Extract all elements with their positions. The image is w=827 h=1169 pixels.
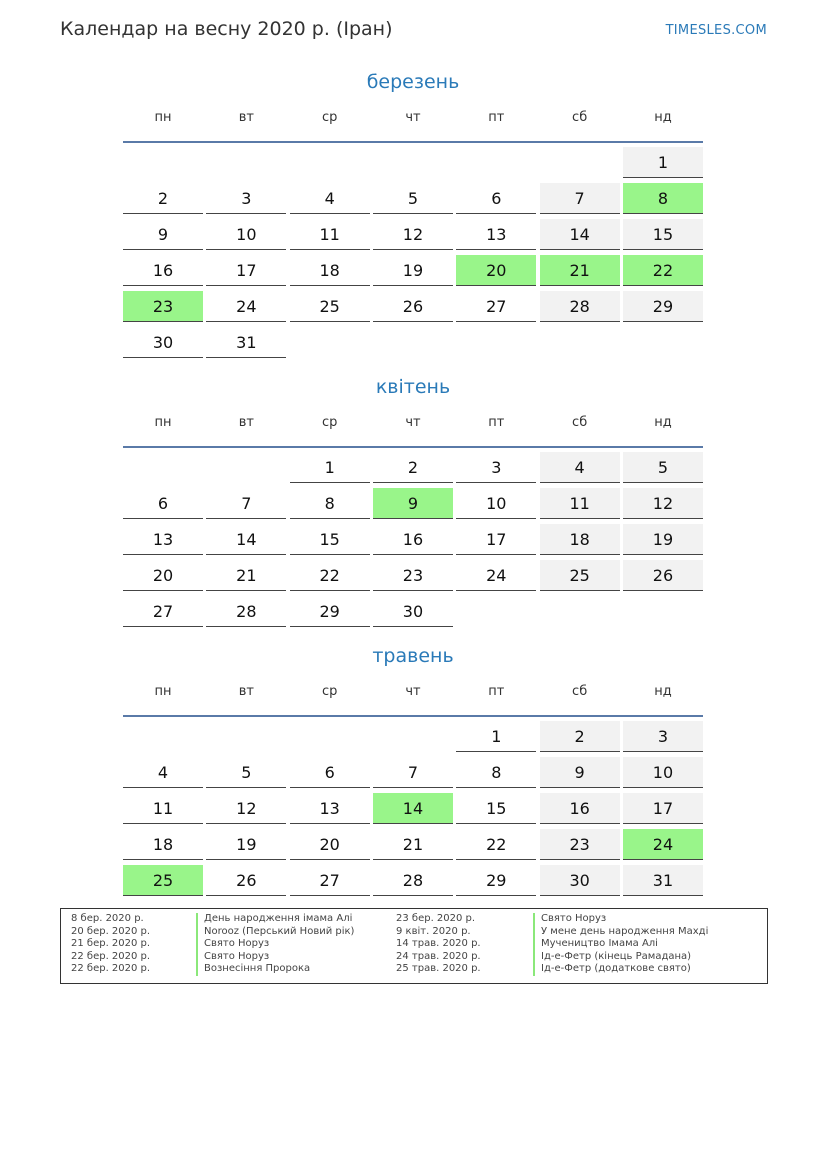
legend-entry: День народження імама Алі: [204, 913, 353, 924]
month-title: березень: [366, 71, 460, 93]
day-cell: 30: [123, 327, 203, 358]
legend-entry: 20 бер. 2020 р.: [71, 925, 151, 937]
day-cell: 14: [540, 219, 620, 250]
day-cell: 2: [123, 183, 203, 214]
weekday-label: пн: [154, 415, 172, 430]
weekday-label: пн: [154, 684, 172, 699]
empty-cell: [290, 721, 370, 752]
day-cell: 3: [206, 183, 286, 214]
day-cell: 1: [290, 452, 370, 483]
day-cell: 16: [540, 793, 620, 824]
month-april: [123, 372, 703, 632]
weekday-label: пт: [488, 415, 505, 430]
day-cell: 4: [540, 452, 620, 483]
holiday-day-cell: 20: [456, 255, 536, 286]
day-cell: 24: [456, 560, 536, 591]
page-title: Календар на весну 2020 р. (Іран): [60, 18, 393, 40]
day-cell: 12: [206, 793, 286, 824]
day-cell: 22: [290, 560, 370, 591]
empty-cell: [206, 452, 286, 483]
holiday-day-cell: 8: [623, 183, 703, 214]
month-title: травень: [372, 645, 454, 667]
legend-entry: Norooz (Перський Новий рік): [204, 925, 355, 937]
day-cell: 27: [456, 291, 536, 322]
days-grid: [123, 452, 703, 632]
day-cell: 15: [623, 219, 703, 250]
holiday-day-cell: 24: [623, 829, 703, 860]
weekday-header: [123, 677, 703, 717]
day-cell: 17: [206, 255, 286, 286]
weekday-label: сб: [572, 415, 588, 430]
day-cell: 7: [540, 183, 620, 214]
day-cell: 20: [290, 829, 370, 860]
site-link[interactable]: TIMESLES.COM: [665, 23, 767, 38]
legend-marker: [533, 913, 535, 976]
day-cell: 4: [123, 757, 203, 788]
day-cell: 9: [540, 757, 620, 788]
empty-cell: [456, 147, 536, 178]
day-cell: 28: [206, 596, 286, 627]
day-cell: 2: [373, 452, 453, 483]
legend-entry: Свято Норуз: [204, 950, 270, 962]
legend-entry: Ід-е-Фетр (додаткове свято): [541, 963, 691, 975]
day-cell: 8: [456, 757, 536, 788]
legend-entry: У мене день народження Махді: [541, 925, 709, 937]
weekday-label: нд: [654, 110, 672, 125]
day-cell: 16: [123, 255, 203, 286]
legend-entry: 22 бер. 2020 р.: [71, 950, 151, 962]
day-cell: 1: [623, 147, 703, 178]
legend-names-left: [204, 913, 354, 976]
day-cell: 12: [373, 219, 453, 250]
day-cell: 28: [373, 865, 453, 896]
day-cell: 1: [456, 721, 536, 752]
day-cell: 10: [456, 488, 536, 519]
holiday-day-cell: 21: [540, 255, 620, 286]
legend-entry: Мучеництво Імама Алі: [541, 938, 658, 950]
day-cell: 5: [373, 183, 453, 214]
day-cell: 29: [456, 865, 536, 896]
month-march: [123, 67, 703, 363]
weekday-label: пт: [488, 110, 505, 125]
day-cell: 5: [206, 757, 286, 788]
holiday-legend: [60, 908, 768, 984]
day-cell: 8: [290, 488, 370, 519]
day-cell: 11: [540, 488, 620, 519]
holiday-day-cell: 23: [123, 291, 203, 322]
day-cell: 22: [456, 829, 536, 860]
day-cell: 27: [123, 596, 203, 627]
empty-cell: [373, 721, 453, 752]
day-cell: 20: [123, 560, 203, 591]
empty-cell: [123, 147, 203, 178]
weekday-label: чт: [405, 415, 421, 430]
legend-dates-left: [71, 913, 150, 976]
day-cell: 11: [123, 793, 203, 824]
weekday-label: чт: [405, 110, 421, 125]
empty-cell: [206, 147, 286, 178]
day-cell: 27: [290, 865, 370, 896]
weekday-label: пн: [154, 110, 172, 125]
day-cell: 31: [623, 865, 703, 896]
legend-names-right: [541, 913, 708, 976]
day-cell: 5: [623, 452, 703, 483]
day-cell: 19: [623, 524, 703, 555]
day-cell: 17: [456, 524, 536, 555]
weekday-header: [123, 103, 703, 143]
legend-entry: 9 квіт. 2020 р.: [396, 925, 471, 937]
days-grid: [123, 147, 703, 363]
day-cell: 6: [456, 183, 536, 214]
day-cell: 11: [290, 219, 370, 250]
empty-cell: [290, 147, 370, 178]
day-cell: 10: [623, 757, 703, 788]
legend-entry: 24 трав. 2020 р.: [396, 950, 481, 962]
legend-entry: Вознесіння Пророка: [204, 963, 311, 975]
weekday-label: ср: [321, 684, 338, 699]
legend-entry: 14 трав. 2020 р.: [396, 938, 481, 950]
day-cell: 2: [540, 721, 620, 752]
month-may: [123, 641, 703, 901]
day-cell: 13: [290, 793, 370, 824]
legend-entry: 22 бер. 2020 р.: [71, 963, 151, 975]
holiday-day-cell: 22: [623, 255, 703, 286]
day-cell: 15: [290, 524, 370, 555]
day-cell: 17: [623, 793, 703, 824]
holiday-day-cell: 14: [373, 793, 453, 824]
day-cell: 30: [540, 865, 620, 896]
weekday-label: нд: [654, 415, 672, 430]
legend-entry: Свято Норуз: [204, 938, 270, 950]
day-cell: 26: [373, 291, 453, 322]
day-cell: 24: [206, 291, 286, 322]
days-grid: [123, 721, 703, 901]
holiday-day-cell: 25: [123, 865, 203, 896]
legend-marker: [196, 913, 198, 976]
day-cell: 25: [540, 560, 620, 591]
day-cell: 23: [540, 829, 620, 860]
day-cell: 7: [206, 488, 286, 519]
day-cell: 18: [540, 524, 620, 555]
day-cell: 19: [206, 829, 286, 860]
weekday-label: сб: [572, 110, 588, 125]
day-cell: 30: [373, 596, 453, 627]
day-cell: 16: [373, 524, 453, 555]
day-cell: 7: [373, 757, 453, 788]
day-cell: 29: [290, 596, 370, 627]
day-cell: 9: [123, 219, 203, 250]
legend-entry: 8 бер. 2020 р.: [71, 913, 144, 924]
empty-cell: [123, 721, 203, 752]
day-cell: 13: [456, 219, 536, 250]
day-cell: 3: [623, 721, 703, 752]
weekday-label: ср: [321, 415, 338, 430]
legend-entry: 21 бер. 2020 р.: [71, 938, 151, 950]
day-cell: 3: [456, 452, 536, 483]
weekday-label: вт: [238, 684, 254, 699]
weekday-label: нд: [654, 684, 672, 699]
holiday-day-cell: 9: [373, 488, 453, 519]
day-cell: 26: [206, 865, 286, 896]
day-cell: 26: [623, 560, 703, 591]
legend-entry: 25 трав. 2020 р.: [396, 963, 481, 975]
day-cell: 25: [290, 291, 370, 322]
day-cell: 18: [290, 255, 370, 286]
weekday-label: сб: [572, 684, 588, 699]
day-cell: 31: [206, 327, 286, 358]
legend-entry: 23 бер. 2020 р.: [396, 913, 476, 924]
legend-dates-right: [396, 913, 481, 976]
day-cell: 10: [206, 219, 286, 250]
day-cell: 28: [540, 291, 620, 322]
month-title: квітень: [375, 376, 451, 398]
weekday-label: чт: [405, 684, 421, 699]
empty-cell: [540, 147, 620, 178]
day-cell: 15: [456, 793, 536, 824]
day-cell: 6: [290, 757, 370, 788]
day-cell: 14: [206, 524, 286, 555]
day-cell: 18: [123, 829, 203, 860]
empty-cell: [206, 721, 286, 752]
day-cell: 4: [290, 183, 370, 214]
day-cell: 19: [373, 255, 453, 286]
legend-entry: Свято Норуз: [541, 913, 607, 924]
legend-entry: Ід-е-Фетр (кінець Рамадана): [541, 950, 692, 962]
day-cell: 23: [373, 560, 453, 591]
empty-cell: [123, 452, 203, 483]
day-cell: 21: [373, 829, 453, 860]
day-cell: 13: [123, 524, 203, 555]
day-cell: 21: [206, 560, 286, 591]
day-cell: 6: [123, 488, 203, 519]
day-cell: 29: [623, 291, 703, 322]
weekday-label: пт: [488, 684, 505, 699]
weekday-label: ср: [321, 110, 338, 125]
empty-cell: [373, 147, 453, 178]
day-cell: 12: [623, 488, 703, 519]
weekday-header: [123, 408, 703, 448]
weekday-label: вт: [238, 110, 254, 125]
weekday-label: вт: [238, 415, 254, 430]
